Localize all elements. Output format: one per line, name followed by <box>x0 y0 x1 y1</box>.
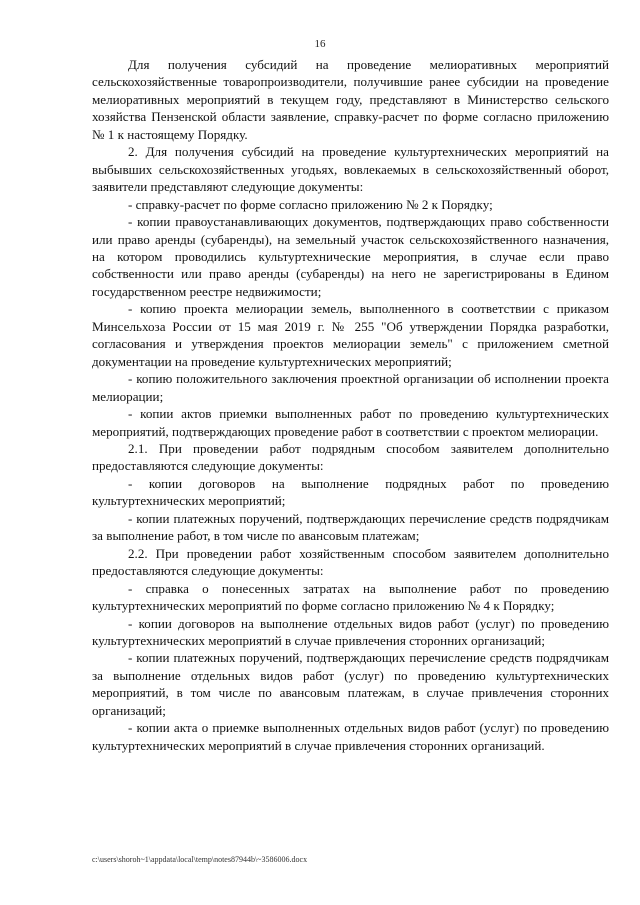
list-item: - копии платежных поручений, подтверждающих перечисление средств подрядчикам за выполнение работ, в том числе по авансовым платежам; <box>92 510 609 544</box>
list-item: - копии договоров на выполнение отдельных видов работ (услуг) по проведению культуртехнических мероприятий в случае привлечения сторонних организаций; <box>92 615 609 648</box>
list-item: - копию проекта мелиорации земель, выполненного в соответствии с приказом Минсельхоза России от 15 мая 2019 г. № 255 "Об утверждении Порядка разработки, согласования и утверждения проектов мелиорации земель" с приложением сметной документации на проведение культуртехнических мероприятий; <box>92 301 609 369</box>
list-item: - копии правоустанавливающих документов, подтверждающих право собственности или право аренды (субаренды), на земельный участок сельскохозяйственного назначения, на котором проводились культуртехнические мероприятия, в случае если право собственности или право аренды (субаренды) на него не зарегистрированы в Едином государственном реестре недвижимости; <box>92 214 609 299</box>
footer-file-path: c:\users\shoroh~1\appdata\local\temp\notes87944b\~3586006.docx <box>92 855 308 864</box>
list-item: - копии актов приемки выполненных работ по проведению культуртехнических мероприятий, подтверждающих проведение работ в соответствии с проектом мелиорации. <box>92 406 609 439</box>
list-item: - копии договоров на выполнение подрядных работ по проведению культуртехнических мероприятий; <box>92 475 609 509</box>
paragraph: 2.1. При проведении работ подрядным способом заявителем дополнительно предоставляются следующие документы: <box>92 440 609 474</box>
list-item: - справку-расчет по форме согласно приложению № 2 к Порядку; <box>128 196 493 212</box>
list-item: - копии платежных поручений, подтверждающих перечисление средств подрядчикам за выполнение отдельных видов работ (услуг) по проведению культуртехнических мероприятий, в том числе по авансовым платежам, в случае привлечения сторонних организаций; <box>92 650 609 718</box>
paragraph: 2.2. При проведении работ хозяйственным способом заявителем дополнительно предоставляются следующие документы: <box>92 545 609 579</box>
list-item: - копии акта о приемке выполненных отдельных видов работ (услуг) по проведению культуртехнических мероприятий в случае привлечения сторонних организаций. <box>92 720 609 753</box>
page-number: 16 <box>314 38 326 50</box>
list-item: - копию положительного заключения проектной организации об исполнении проекта мелиорации; <box>92 371 609 404</box>
document-body <box>92 56 609 754</box>
paragraph: Для получения субсидий на проведение мелиоративных мероприятий сельскохозяйственные товаропроизводители, получившие ранее субсидии на проведение мелиоративных мероприятий в текущем году, представляют в Министерство сельского хозяйства Пензенской области заявление, справку-расчет по форме согласно приложению № 1 к настоящему Порядку. <box>92 57 609 142</box>
list-item: - справка о понесенных затратах на выполнение работ по проведению культуртехнических мероприятий по форме согласно приложению № 4 к Порядку; <box>92 580 609 614</box>
paragraph: 2. Для получения субсидий на проведение культуртехнических мероприятий на выбывших сельскохозяйственных угодьях, вовлекаемых в сельскохозяйственный оборот, заявители представляют следующие документы: <box>92 144 609 195</box>
